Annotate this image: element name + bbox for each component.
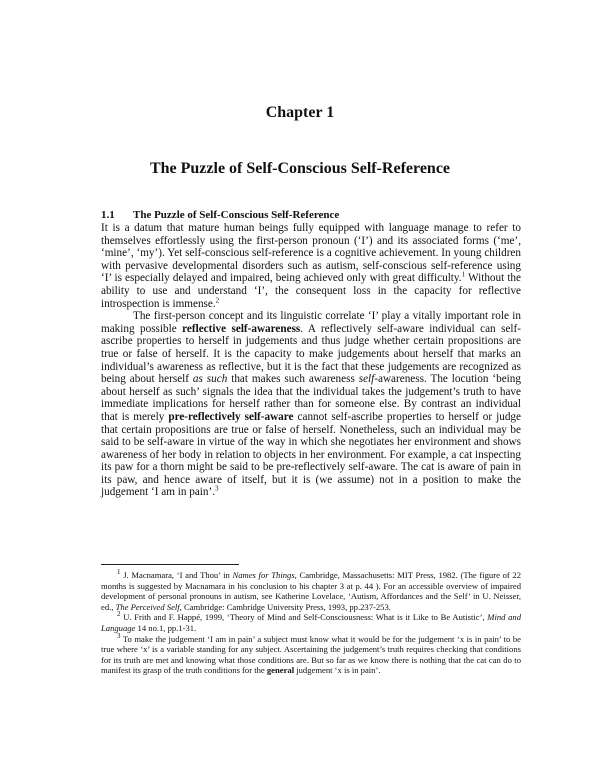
body-text xyxy=(101,222,521,499)
footnote-2 xyxy=(101,612,521,633)
section-heading xyxy=(101,209,521,221)
paragraph-2 xyxy=(101,310,521,499)
footnote-text: To make the judgement ‘I am in pain’ a subject must know what it would be for the judgement ‘x is in pain’ to be true where ‘x’ is a variable standing for any subject. Ascertaining the judgement’s truth requires checking that conditions for its truth are met and knowing what those conditions are. But so far as we know there is nothing that the cat can do to manifest its grasp of the truth conditions for the xyxy=(101,633,521,676)
footnote-number: 1 xyxy=(117,568,121,577)
footnote-text: , Cambridge: Cambridge University Press, 1993, pp.237-253. xyxy=(179,601,391,612)
paragraph-1 xyxy=(101,222,521,310)
italic-term: as such xyxy=(192,373,228,386)
footnote-ref-3: 3 xyxy=(215,484,219,493)
paragraph-text: The first-person concept and its linguistic correlate ‘I’ play a vitally important role in making possible xyxy=(101,310,521,335)
italic-term: self xyxy=(358,373,375,386)
chapter-label: Chapter 1 xyxy=(265,104,335,121)
footnote-ref-1: 1 xyxy=(461,270,466,279)
italic-title: Mind and Language xyxy=(101,612,521,633)
footnote-number: 3 xyxy=(117,631,121,640)
footnote-ref-2: 2 xyxy=(215,295,220,304)
paragraph-text: -awareness. The locution ‘being about herself as such’ signals the idea that the individual takes the judgement’s truth to have immediate implications for herself rather than for someone else. By contrast an individual that is merely xyxy=(101,373,521,423)
section-title: The Puzzle of Self-Conscious Self-Reference xyxy=(133,209,340,221)
section-number: 1.1 xyxy=(101,209,115,221)
paragraph-text: It is a datum that mature human beings fully equipped with language manage to refer to themselves effortlessly using the first-person pronoun (‘I’) and its associated forms (‘me’, ‘mine’, ‘my’). Yet self-conscious self-reference is a cognitive achievement. In young children with pervasive developmental disorders such as autism, self-conscious self-reference using ‘I’ is especially delayed and impaired, being achieved only with great difficulty. xyxy=(101,222,521,285)
footnote-text: 14 no.1, pp.1-31. xyxy=(135,622,197,633)
footnote-text: J. Macnamara, ‘I and Thou’ in xyxy=(123,570,233,580)
italic-title: The Perceived Self xyxy=(115,601,180,612)
footnote-text: , Cambridge, Massachusetts: MIT Press, 1982. (The figure of 22 months is suggested by Macnamara in his conclusion to his chapter 3 at p. 44 ). For an accessible overview of impaired development of personal pronouns in autism, see Katherine Lovelace, ‘Autism, Affordances and the Self’ in U. Neisser, ed., xyxy=(101,570,521,612)
chapter-title: The Puzzle of Self-Conscious Self-Reference xyxy=(149,160,451,177)
italic-title: Names for Things xyxy=(232,570,295,580)
bold-term: pre-reflectively self-aware xyxy=(168,410,294,423)
footnote-text: judgement ‘x is in pain’. xyxy=(294,665,381,676)
footnote-divider xyxy=(101,564,239,565)
bold-term: reflective self-awareness xyxy=(182,322,301,335)
paragraph-text: . A reflectively self-aware individual can self-ascribe properties to herself in judgements and thus judge whether certain propositions are true or false of herself. It is the capacity to make judgements about herself that marks an individual’s awareness as reflective, but it is the fact that these judgements are recognized as being about herself xyxy=(101,322,521,386)
footnote-text: U. Frith and F. Happé, 1999, ‘Theory of Mind and Self-Consciousness: What is it Like to Be Autistic’, xyxy=(123,612,488,623)
footnotes xyxy=(101,570,521,676)
bold-term: general xyxy=(266,665,295,676)
footnote-number: 2 xyxy=(117,610,121,619)
paragraph-text: Without the ability to use and understand ‘I’, the consequent loss in the capacity for reflective introspection is immense. xyxy=(101,272,521,310)
footnote-3 xyxy=(101,631,521,676)
footnote-1 xyxy=(101,570,521,612)
paragraph-text: that makes such awareness xyxy=(227,373,359,386)
paragraph-text: cannot self-ascribe properties to herself or judge that certain propositions are true or false of herself. Nonetheless, such an individual may be said to be self-aware in virtue of the way in which she negotiates her environment and shows awareness of her body in relation to objects in her environment. For example, a cat inspecting its paw for a thorn might be said to be pre-reflectively self-aware. The cat is aware of pain in its paw, and hence aware of itself, but it is (we assume) not in a position to make the judgement ‘I am in pain’. xyxy=(101,410,521,499)
